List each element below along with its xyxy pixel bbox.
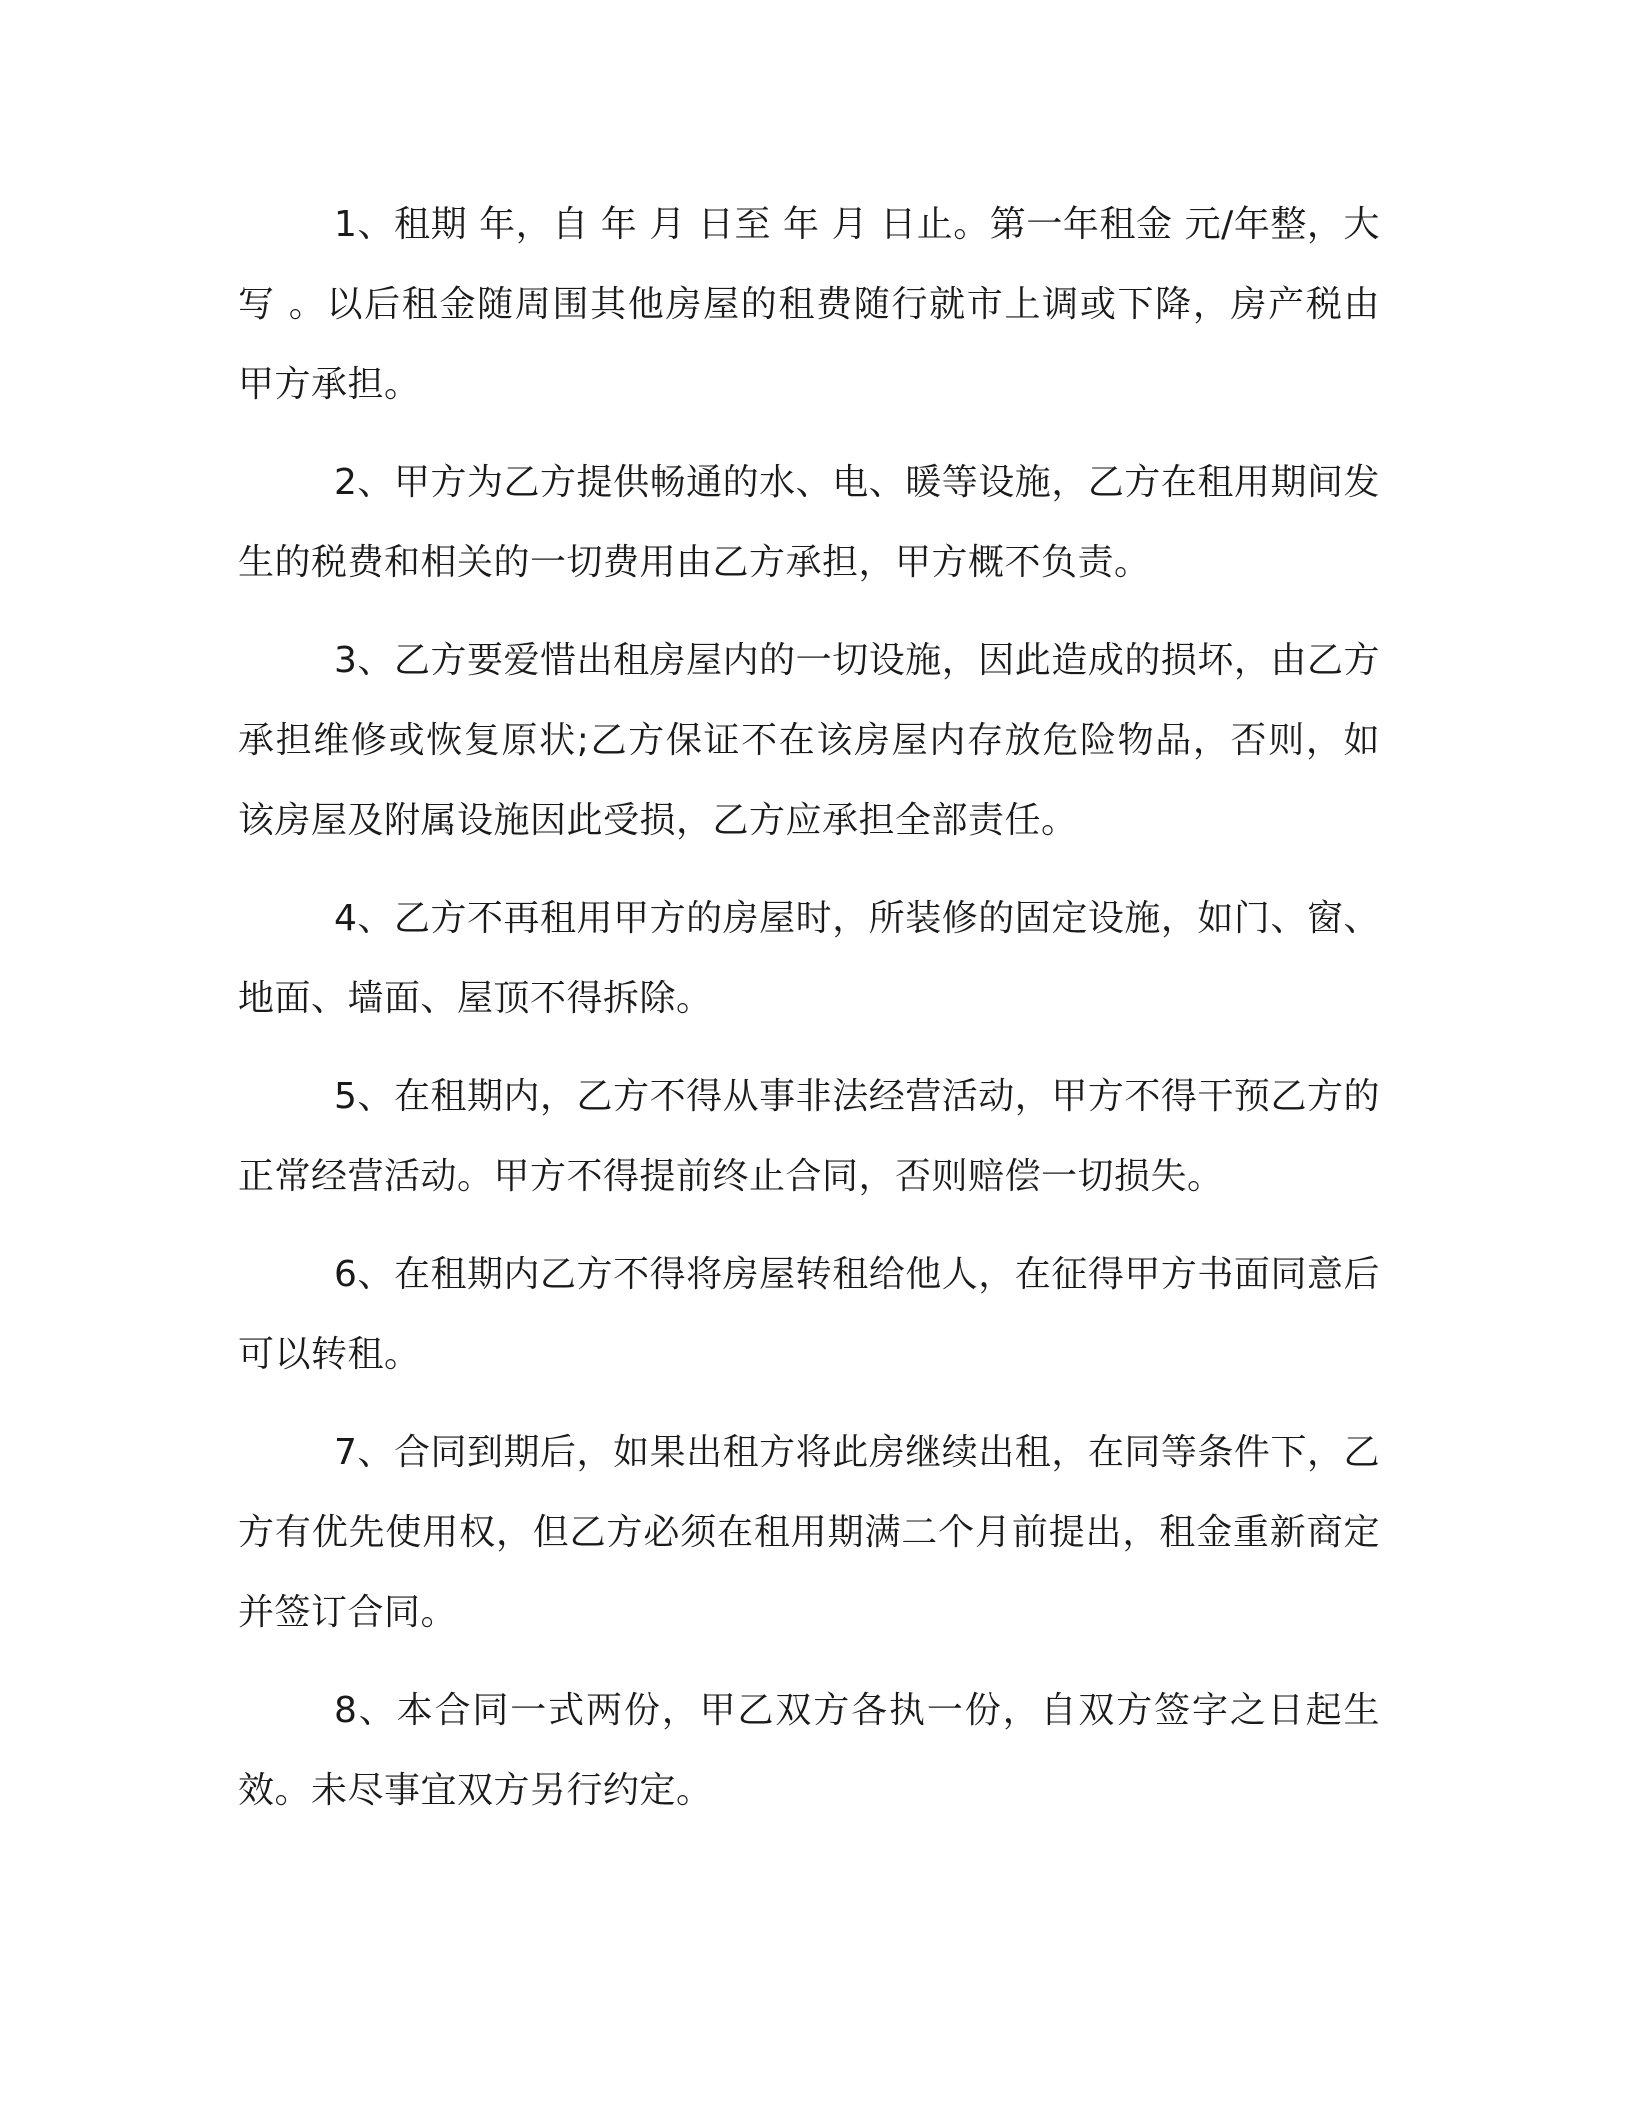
contract-body <box>238 185 1380 1831</box>
clause-8: 8、本合同一式两份，甲乙双方各执一份，自双方签字之日起生效。未尽事宜双方另行约定。 <box>238 1690 1380 1811</box>
clause-2: 2、甲方为乙方提供畅通的水、电、暖等设施，乙方在租用期间发生的税费和相关的一切费用由乙方承担，甲方概不负责。 <box>238 462 1380 583</box>
clause-1: 1、租期 年，自 年 月 日至 年 月 日止。第一年租金 元/年整，大写 。以后租金随周围其他房屋的租费随行就市上调或下降，房产税由甲方承担。 <box>238 204 1380 405</box>
clause-5: 5、在租期内，乙方不得从事非法经营活动，甲方不得干预乙方的正常经营活动。甲方不得提前终止合同，否则赔偿一切损失。 <box>238 1076 1380 1197</box>
clause-7: 7、合同到期后，如果出租方将此房继续出租，在同等条件下，乙方有优先使用权，但乙方必须在租用期满二个月前提出，租金重新商定并签订合同。 <box>238 1432 1380 1633</box>
clause-3: 3、乙方要爱惜出租房屋内的一切设施，因此造成的损坏，由乙方承担维修或恢复原状;乙方保证不在该房屋内存放危险物品，否则，如该房屋及附属设施因此受损，乙方应承担全部责任。 <box>238 640 1380 841</box>
clause-6: 6、在租期内乙方不得将房屋转租给他人，在征得甲方书面同意后可以转租。 <box>238 1254 1380 1375</box>
clause-4: 4、乙方不再租用甲方的房屋时，所装修的固定设施，如门、窗、地面、墙面、屋顶不得拆除。 <box>238 898 1380 1019</box>
